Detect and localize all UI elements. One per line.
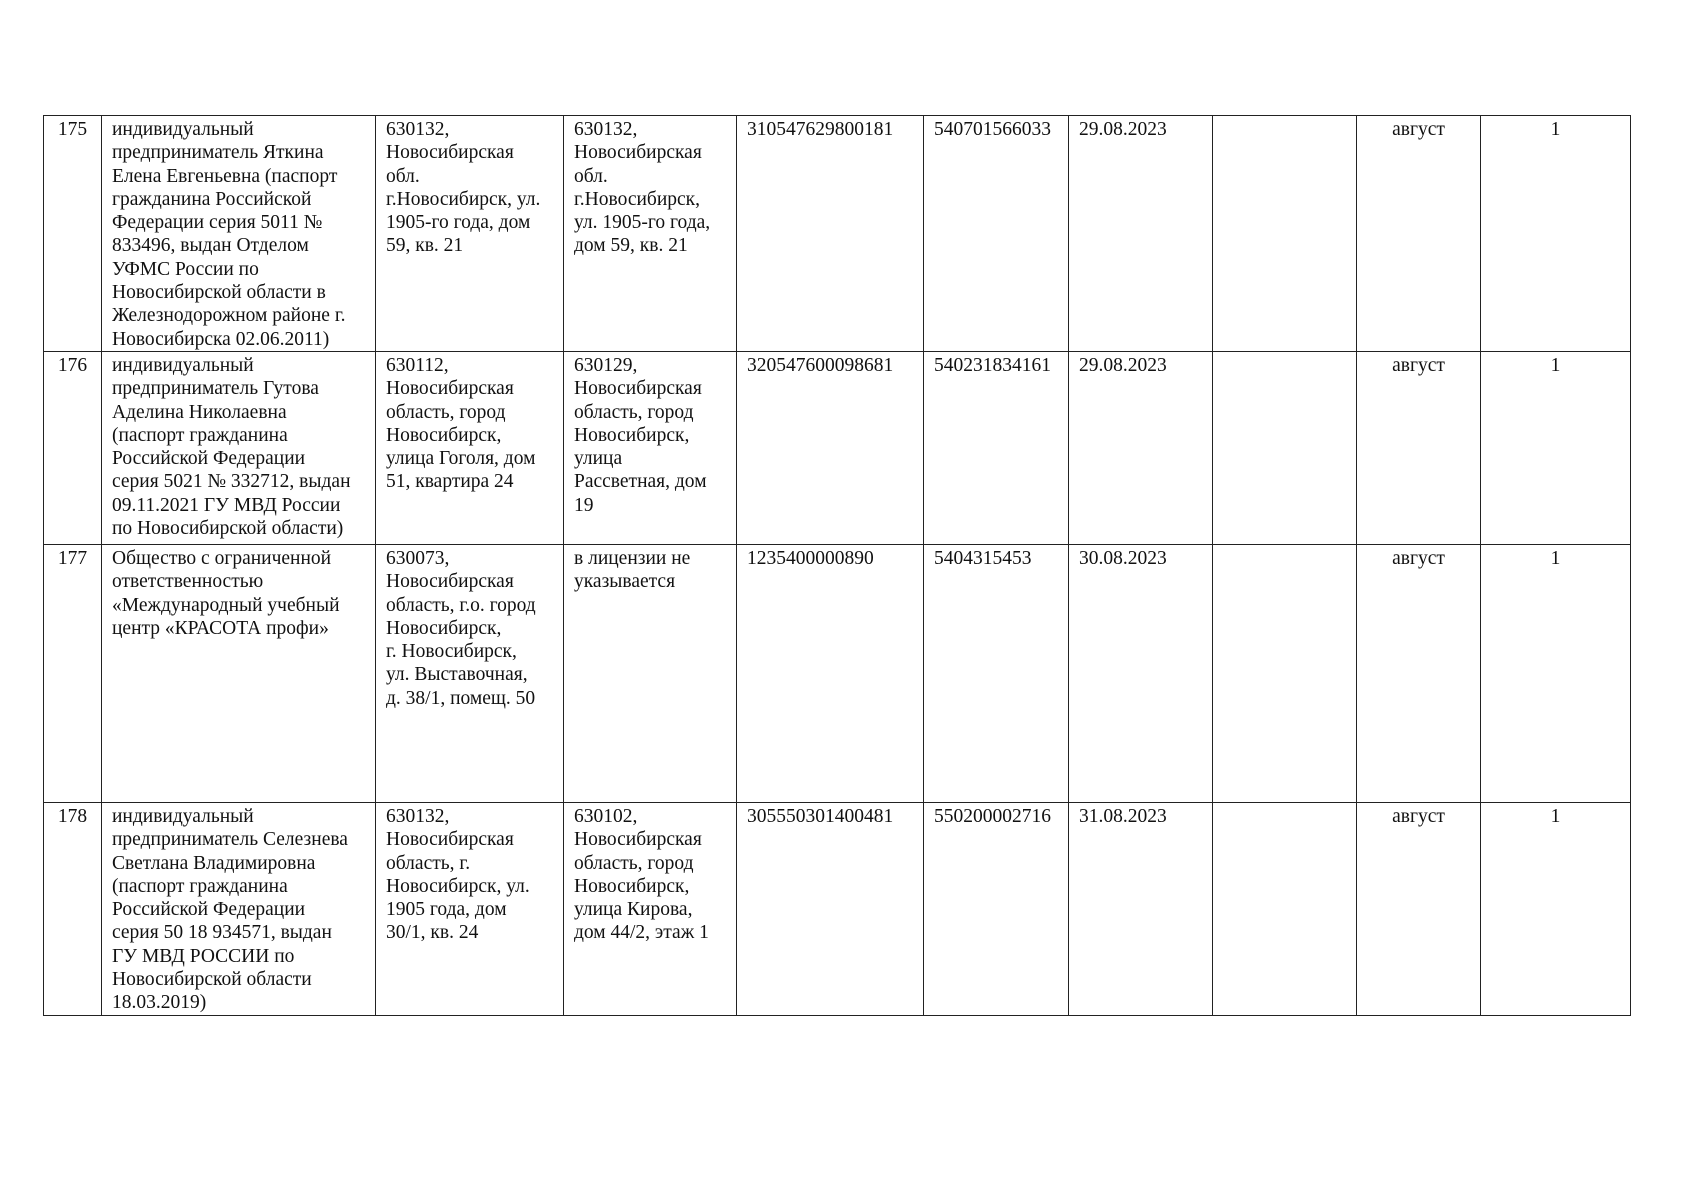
activity-address: в лицензии не указывается bbox=[564, 545, 737, 803]
entity-name: Общество с ограниченной ответственностью «Международный учебный центр «КРАСОТА профи» bbox=[102, 545, 376, 803]
table-row bbox=[44, 352, 1631, 545]
registry-table bbox=[43, 115, 1631, 1016]
empty-cell bbox=[1213, 116, 1357, 352]
entity-name: индивидуальный предприниматель Селезнева Светлана Владимировна (паспорт гражданина Российской Федерации серия 50 18 934571, выдан ГУ МВД РОССИИ по Новосибирской области 18.03.2019) bbox=[102, 803, 376, 1016]
table-row bbox=[44, 803, 1631, 1016]
ogrn-cell: 305550301400481 bbox=[737, 803, 924, 1016]
month-cell: август bbox=[1357, 545, 1481, 803]
legal-address: 630132, Новосибирская область, г. Новосибирск, ул. 1905 года, дом 30/1, кв. 24 bbox=[376, 803, 564, 1016]
row-number: 178 bbox=[44, 803, 102, 1016]
table-row bbox=[44, 545, 1631, 803]
count-cell: 1 bbox=[1481, 545, 1631, 803]
date-cell: 31.08.2023 bbox=[1069, 803, 1213, 1016]
legal-address: 630132, Новосибирская обл. г.Новосибирск, ул. 1905-го года, дом 59, кв. 21 bbox=[376, 116, 564, 352]
row-number: 176 bbox=[44, 352, 102, 545]
inn-cell: 5404315453 bbox=[924, 545, 1069, 803]
activity-address: 630102, Новосибирская область, город Новосибирск, улица Кирова, дом 44/2, этаж 1 bbox=[564, 803, 737, 1016]
month-cell: август bbox=[1357, 352, 1481, 545]
empty-cell bbox=[1213, 803, 1357, 1016]
empty-cell bbox=[1213, 352, 1357, 545]
legal-address: 630073, Новосибирская область, г.о. город Новосибирск, г. Новосибирск, ул. Выставочная, д. 38/1, помещ. 50 bbox=[376, 545, 564, 803]
date-cell: 30.08.2023 bbox=[1069, 545, 1213, 803]
inn-cell: 540231834161 bbox=[924, 352, 1069, 545]
activity-address: 630129, Новосибирская область, город Новосибирск, улица Рассветная, дом 19 bbox=[564, 352, 737, 545]
ogrn-cell: 310547629800181 bbox=[737, 116, 924, 352]
table-row bbox=[44, 116, 1631, 352]
activity-address: 630132, Новосибирская обл. г.Новосибирск, ул. 1905-го года, дом 59, кв. 21 bbox=[564, 116, 737, 352]
ogrn-cell: 1235400000890 bbox=[737, 545, 924, 803]
month-cell: август bbox=[1357, 803, 1481, 1016]
inn-cell: 550200002716 bbox=[924, 803, 1069, 1016]
empty-cell bbox=[1213, 545, 1357, 803]
count-cell: 1 bbox=[1481, 116, 1631, 352]
inn-cell: 540701566033 bbox=[924, 116, 1069, 352]
row-number: 177 bbox=[44, 545, 102, 803]
legal-address: 630112, Новосибирская область, город Новосибирск, улица Гоголя, дом 51, квартира 24 bbox=[376, 352, 564, 545]
month-cell: август bbox=[1357, 116, 1481, 352]
count-cell: 1 bbox=[1481, 352, 1631, 545]
date-cell: 29.08.2023 bbox=[1069, 116, 1213, 352]
date-cell: 29.08.2023 bbox=[1069, 352, 1213, 545]
ogrn-cell: 320547600098681 bbox=[737, 352, 924, 545]
row-number: 175 bbox=[44, 116, 102, 352]
entity-name: индивидуальный предприниматель Гутова Аделина Николаевна (паспорт гражданина Российской Федерации серия 5021 № 332712, выдан 09.11.2021 ГУ МВД России по Новосибирской области) bbox=[102, 352, 376, 545]
entity-name: индивидуальный предприниматель Яткина Елена Евгеньевна (паспорт гражданина Российской Федерации серия 5011 № 833496, выдан Отделом УФМС России по Новосибирской области в Железнодорожном районе г. Новосибирска 02.06.2011) bbox=[102, 116, 376, 352]
count-cell: 1 bbox=[1481, 803, 1631, 1016]
